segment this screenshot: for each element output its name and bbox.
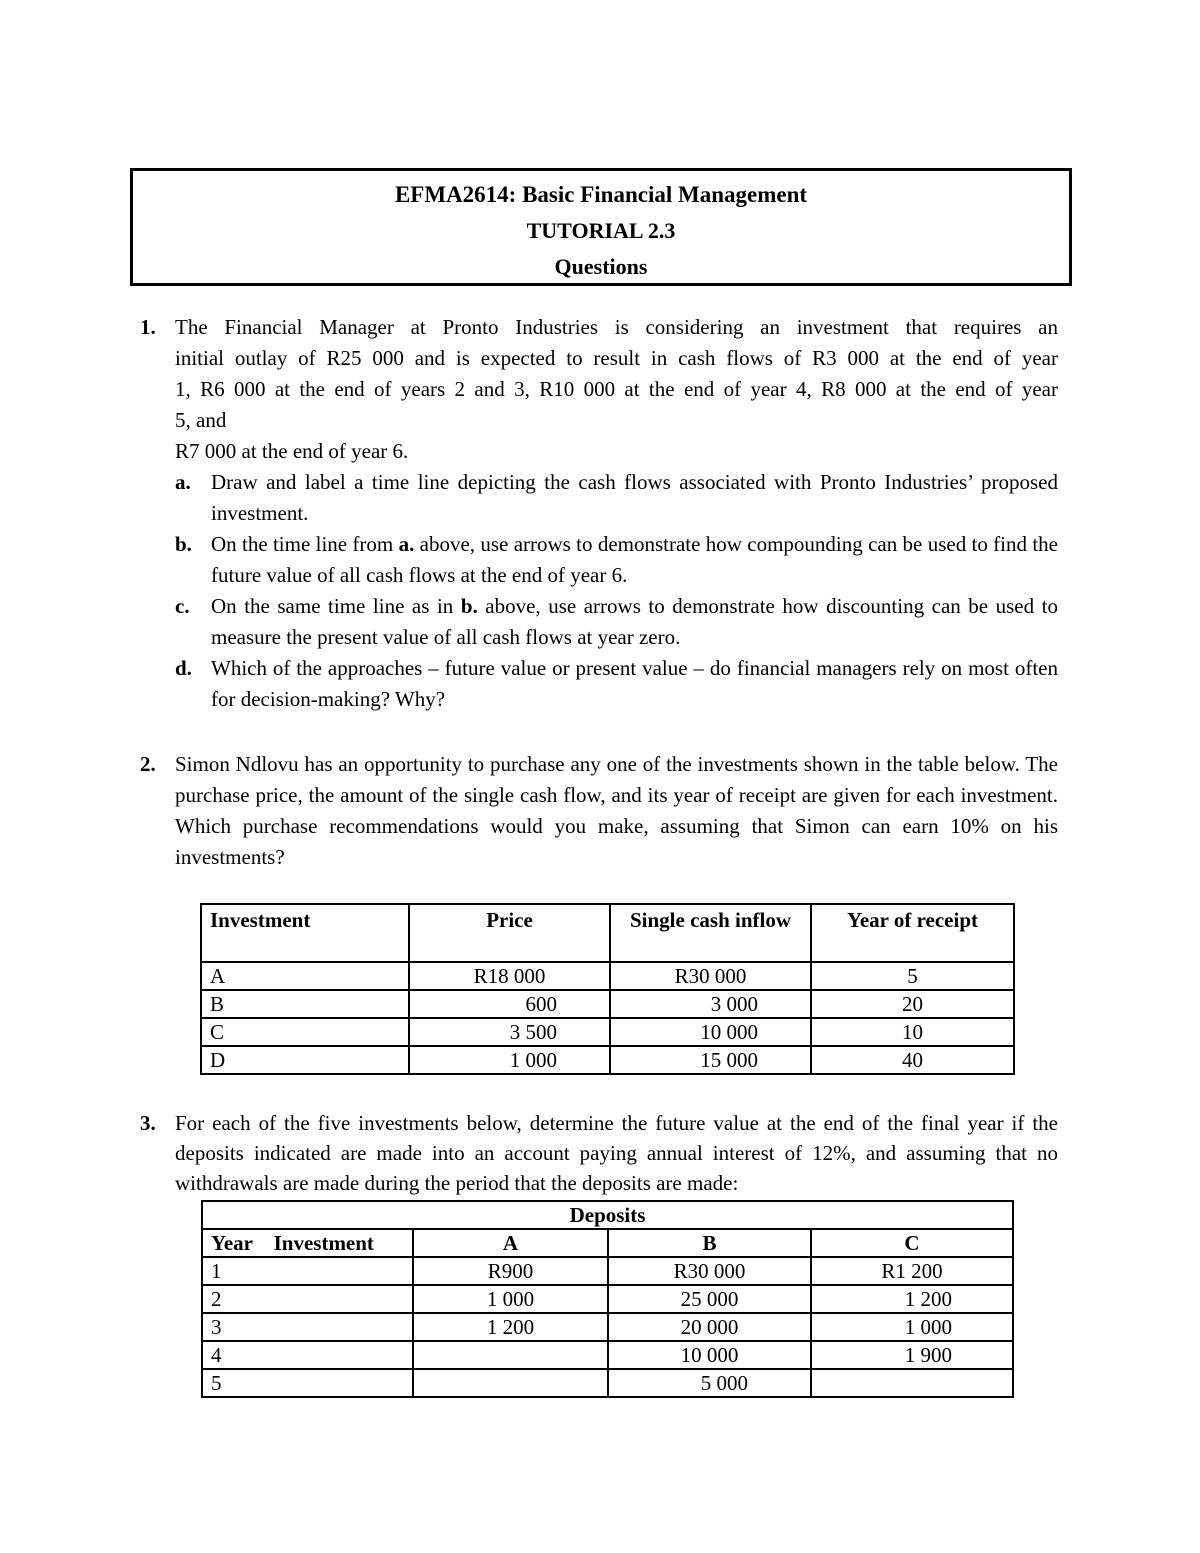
question-2 <box>140 749 1058 873</box>
part-text-pre: On the time line from <box>211 532 399 556</box>
cell-price: 3 500 <box>409 1018 610 1046</box>
question-number: 1. <box>140 315 156 339</box>
cell-inflow: 15 000 <box>610 1046 811 1074</box>
table-row <box>202 1313 1013 1341</box>
cell-c: 1 200 <box>811 1285 1013 1313</box>
table-row <box>201 962 1014 990</box>
q1-line: 5, and <box>175 408 227 432</box>
part-ref: b. <box>460 594 478 618</box>
col-header-cash-inflow: Single cash inflow <box>610 904 811 962</box>
q2-text: Simon Ndlovu has an opportunity to purchase any one of the investments shown in the table below. The purchase price, the amount of the single cash flow, and its year of receipt are given for each investment. Which purchase recommendations would you make, assuming that Simon can earn 10% on his investments? <box>175 752 1058 869</box>
deposits-table <box>201 1200 1014 1398</box>
cell-a <box>413 1369 608 1397</box>
cell-c: 1 000 <box>811 1313 1013 1341</box>
q1-line: initial outlay of R25 000 and is expected to result in cash flows of R3 000 at the end of year <box>175 346 1058 370</box>
question-number: 3. <box>140 1111 156 1135</box>
cell-a: 1 000 <box>413 1285 608 1313</box>
course-title: EFMA2614: Basic Financial Management <box>394 182 808 207</box>
part-text: Draw and label a time line depicting the cash flows associated with Pronto Industries’ proposed investment. <box>211 470 1058 525</box>
table-row <box>202 1285 1013 1313</box>
cell-investment: D <box>201 1046 409 1074</box>
cell-a <box>413 1341 608 1369</box>
cell-c <box>811 1369 1013 1397</box>
part-text-pre: On the same time line as in <box>211 594 461 618</box>
cell-year: 5 <box>811 962 1014 990</box>
q3-text: For each of the five investments below, determine the future value at the end of the final year if the deposits indicated are made into an account paying annual interest of 12%, and assuming that no withdrawals are made during the period that the deposits are made: <box>175 1111 1058 1195</box>
cell-investment: B <box>201 990 409 1018</box>
cell-inflow: 10 000 <box>610 1018 811 1046</box>
col-header-a: A <box>413 1229 608 1257</box>
q1-part-c <box>175 591 1058 653</box>
cell-b: 20 000 <box>608 1313 811 1341</box>
col-header-price: Price <box>409 904 610 962</box>
table-group-header-row <box>202 1201 1013 1229</box>
cell-year: 10 <box>811 1018 1014 1046</box>
year-investment-header: Year Investment <box>202 1229 413 1257</box>
q1-part-b <box>175 529 1058 591</box>
cell-year: 3 <box>202 1313 413 1341</box>
cell-inflow: R30 000 <box>610 962 811 990</box>
table-header-row <box>202 1229 1013 1257</box>
deposits-header: Deposits <box>202 1201 1013 1229</box>
part-text-post: above, use arrows to demonstrate how discounting can be used to measure the present value of all cash flows at year zero. <box>211 594 1058 649</box>
tutorial-title: TUTORIAL 2.3 <box>526 218 676 243</box>
cell-year: 20 <box>811 990 1014 1018</box>
part-text: Which of the approaches – future value or present value – do financial managers rely on most often for decision-making? Why? <box>211 656 1058 711</box>
col-header-c: C <box>811 1229 1013 1257</box>
question-number: 2. <box>140 752 156 776</box>
table-row <box>201 990 1014 1018</box>
table-row <box>201 1046 1014 1074</box>
table-header-row <box>201 904 1014 962</box>
cell-inflow: 3 000 <box>610 990 811 1018</box>
cell-year: 1 <box>202 1257 413 1285</box>
col-header-b: B <box>608 1229 811 1257</box>
part-ref: a. <box>398 532 415 556</box>
q1-part-d <box>175 653 1058 715</box>
cell-b: 10 000 <box>608 1341 811 1369</box>
q1-line: The Financial Manager at Pronto Industries is considering an investment that requires an <box>175 315 1058 339</box>
table-row <box>202 1257 1013 1285</box>
cell-investment: A <box>201 962 409 990</box>
section-title: Questions <box>554 254 648 279</box>
part-text-post: above, use arrows to demonstrate how compounding can be used to find the future value of all cash flows at the end of year 6. <box>211 532 1058 587</box>
part-label: d. <box>175 656 192 680</box>
cell-b: 5 000 <box>608 1369 811 1397</box>
cell-year: 2 <box>202 1285 413 1313</box>
part-label: a. <box>175 470 191 494</box>
cell-c: 1 900 <box>811 1341 1013 1369</box>
col-header-year: Year of receipt <box>811 904 1014 962</box>
cell-b: R30 000 <box>608 1257 811 1285</box>
q1-part-a <box>175 467 1058 529</box>
part-label: c. <box>175 594 190 618</box>
title-box <box>130 168 1072 286</box>
q1-line: 1, R6 000 at the end of years 2 and 3, R10 000 at the end of year 4, R8 000 at the end of year <box>175 377 1058 401</box>
cell-price: R18 000 <box>409 962 610 990</box>
cell-a: 1 200 <box>413 1313 608 1341</box>
cell-price: 1 000 <box>409 1046 610 1074</box>
table-row <box>202 1369 1013 1397</box>
cell-b: 25 000 <box>608 1285 811 1313</box>
table-row <box>202 1341 1013 1369</box>
cell-price: 600 <box>409 990 610 1018</box>
cell-c: R1 200 <box>811 1257 1013 1285</box>
cell-year: 5 <box>202 1369 413 1397</box>
col-header-investment: Investment <box>201 904 409 962</box>
q1-line: R7 000 at the end of year 6. <box>175 439 409 463</box>
table-row <box>201 1018 1014 1046</box>
question-3 <box>140 1108 1058 1198</box>
part-label: b. <box>175 532 192 556</box>
question-1 <box>140 312 1058 715</box>
cell-a: R900 <box>413 1257 608 1285</box>
cell-investment: C <box>201 1018 409 1046</box>
cell-year: 4 <box>202 1341 413 1369</box>
cell-year: 40 <box>811 1046 1014 1074</box>
investments-table <box>200 903 1015 1075</box>
